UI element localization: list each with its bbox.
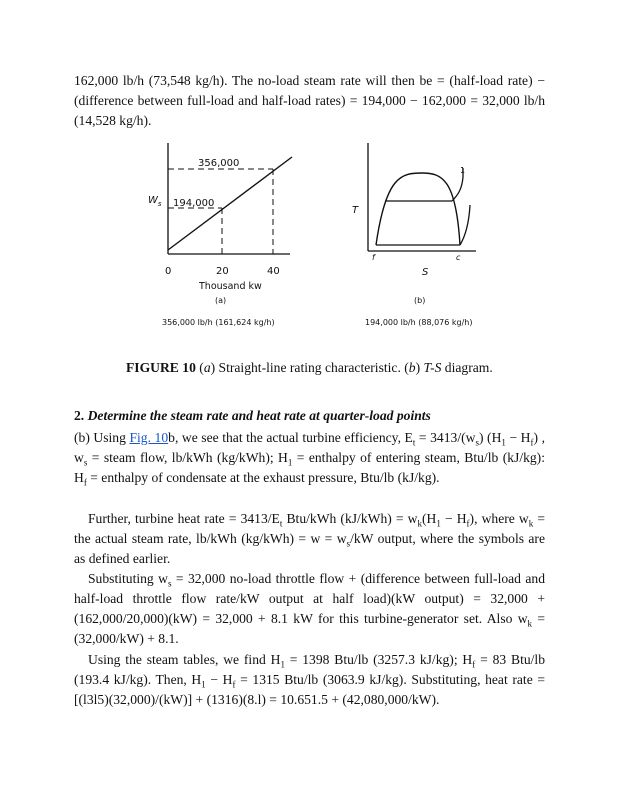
- panel-b-chart: [352, 143, 476, 327]
- b-note: 194,000 lb/h (88,076 kg/h): [365, 318, 473, 327]
- a-panel-label: (a): [215, 296, 227, 305]
- a-tick-40: 40: [267, 266, 280, 277]
- section-heading: 2. Determine the steam rate and heat rate at quarter-load points: [74, 408, 431, 423]
- b-x-label: S: [422, 267, 429, 278]
- figure-caption: FIGURE 10 (a) Straight-line rating characteristic. (b) T-S diagram.: [126, 360, 493, 375]
- steam-tables-paragraph: Using the steam tables, we find $H_1 = 1398$ Btu/lb (3257.3 kJ/kg); $H_f = 83$ Btu/lb (193.4 kJ/kg). Then, $H_1 - H_f = 1315$ Btu/lb (3063.9 kJ/kg). Substituting, heat rate = [(l3l5)(32,000)/(kW)] + (1316)(8.l) = 10.651.5 + (42,080,000/kW).: [74, 652, 546, 707]
- intro-paragraph: 162,000 lb/h (73,548 kg/h). The no-load steam rate will then be = (half-load rate) − (difference between full-load and half-load rates) = 194,000 − 162,000 = 32,000 lb/h (14,528 kg/h).: [74, 73, 545, 128]
- b-panel-label: (b): [414, 296, 426, 305]
- b-point-c: c: [456, 253, 461, 262]
- fig-10-link[interactable]: Fig. 10: [129, 430, 169, 445]
- a-tick-20: 20: [216, 266, 229, 277]
- substitution-paragraph: Substituting $w_s = 32,000$ no-load throttle flow + (difference between full-load and half-load throttle flow rate/kW output at half load)(kW output) = 32,000 + (162,000/20,000)(kW) = 32,000 + 8.1 kW for this turbine-generator set. Also $w_k = (32,000/kW) + 8.1$.: [74, 571, 546, 646]
- b-return-curve: [460, 205, 470, 245]
- a-note: 356,000 lb/h (161,624 kg/h): [162, 318, 275, 327]
- b-point-f: f: [372, 253, 375, 262]
- b-superheat-curve: [452, 177, 463, 201]
- caption-label: FIGURE 10: [126, 360, 196, 375]
- panel-a-chart: [148, 143, 292, 327]
- a-value-low: 194,000: [173, 198, 215, 209]
- a-tick-0: 0: [165, 266, 172, 277]
- b-y-label: T: [352, 205, 359, 216]
- a-x-label: Thousand kw: [199, 281, 262, 292]
- figure-graphic: [140, 135, 520, 340]
- a-value-high: 356,000: [198, 158, 240, 169]
- figure-10: [140, 135, 520, 340]
- section-b-paragraph: (b) Using Fig. 10b, we see that the actual turbine efficiency, $E_t = 3413/(w_s) (H_1 - H_f)$ , $w_s$ = steam flow, lb/kWh (kg/kWh); $H_1$ = enthalpy of entering steam, Btu/lb (kJ/kg): $H_f$ = enthalpy of condensate at the exhaust pressure, Btu/lb (kJ/kg).: [74, 430, 545, 488]
- b-dome-curve: [376, 173, 460, 245]
- heat-rate-paragraph: Further, turbine heat rate = $3413/E_t$ Btu/kWh $(kJ/kWh) = w_k(H_1 - H_f)$, where $w_k$ = the actual steam rate, lb/kWh $(kg/kWh) = w = w_s/kW$ output, where the symbols are as defined earlier.: [74, 511, 545, 566]
- b-point-1: 1: [460, 166, 466, 175]
- a-y-label: $W_s$: [148, 195, 162, 208]
